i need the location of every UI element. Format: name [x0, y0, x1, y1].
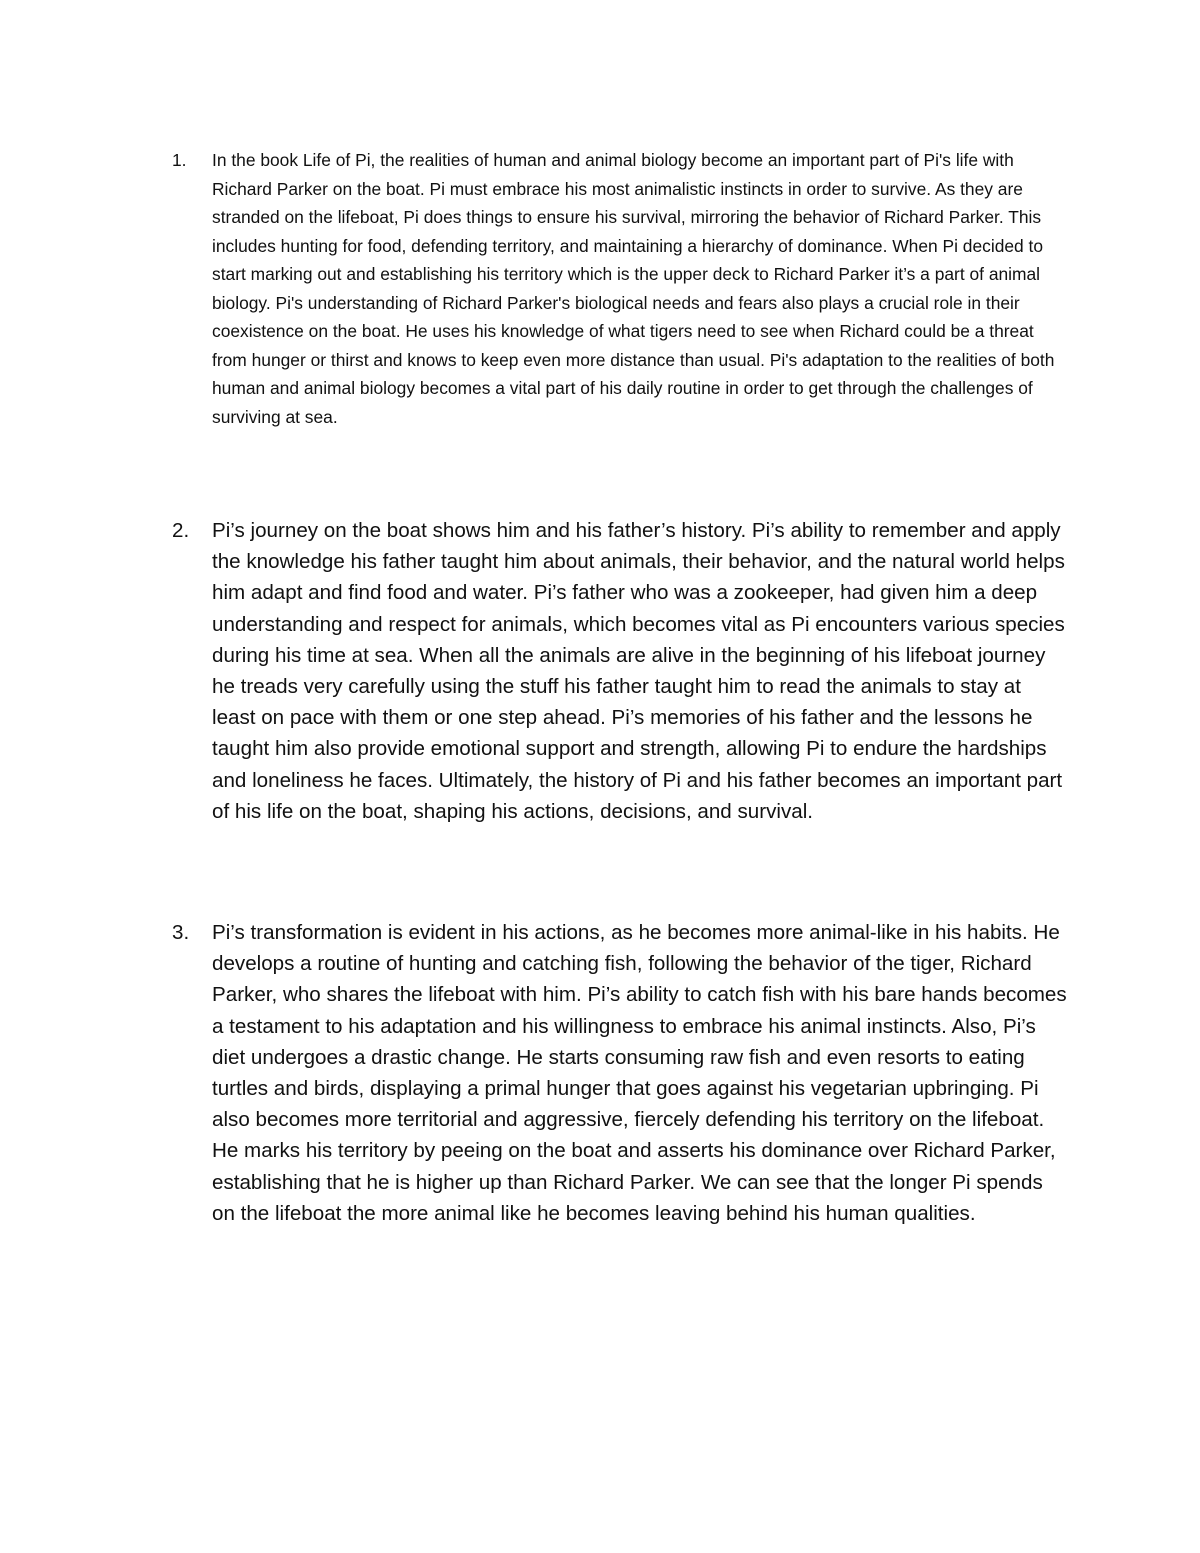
- list-item-paragraph: Pi’s journey on the boat shows him and his father’s history. Pi’s ability to remember and apply the knowledge his father taught him about animals, their behavior, and the natural world helps him adapt and find food and water. Pi’s father who was a zookeeper, had given him a deep understanding and respect for animals, which becomes vital as Pi encounters various species during his time at sea. When all the animals are alive in the beginning of his lifeboat journey he treads very carefully using the stuff his father taught him to read the animals to stay at least on pace with them or one step ahead. Pi’s memories of his father and the lessons he taught him also provide emotional support and strength, allowing Pi to endure the hardships and loneliness he faces. Ultimately, the history of Pi and his father becomes an important part of his life on the boat, shaping his actions, decisions, and survival.: [212, 519, 1065, 823]
- list-item-number: 2.: [172, 519, 190, 542]
- list-item-number: 3.: [172, 921, 190, 944]
- list-item-paragraph: In the book Life of Pi, the realities of human and animal biology become an important part of Pi's life with Richard Parker on the boat. Pi must embrace his most animalistic instincts in order to survive. As they are stranded on the lifeboat, Pi does things to ensure his survival, mirroring the behavior of Richard Parker. This includes hunting for food, defending territory, and maintaining a hierarchy of dominance. When Pi decided to start marking out and establishing his territory which is the upper deck to Richard Parker it’s a part of animal biology. Pi's understanding of Richard Parker's biological needs and fears also plays a crucial role in their coexistence on the boat. He uses his knowledge of what tigers need to see when Richard could be a threat from hunger or thirst and knows to keep even more distance than usual. Pi's adaptation to the realities of both human and animal biology becomes a vital part of his daily routine in order to get through the challenges of surviving at sea.: [212, 150, 1055, 427]
- list-item-paragraph: Pi’s transformation is evident in his actions, as he becomes more animal-like in his habits. He develops a routine of hunting and catching fish, following the behavior of the tiger, Richard Parker, who shares the lifeboat with him. Pi’s ability to catch fish with his bare hands becomes a testament to his adaptation and his willingness to embrace his animal instincts. Also, Pi’s diet undergoes a drastic change. He starts consuming raw fish and even resorts to eating turtles and birds, displaying a primal hunger that goes against his vegetarian upbringing. Pi also becomes more territorial and aggressive, fiercely defending his territory on the lifeboat. He marks his territory by peeing on the boat and asserts his dominance over Richard Parker, establishing that he is higher up than Richard Parker. We can see that the longer Pi spends on the lifeboat the more animal like he becomes leaving behind his human qualities.: [212, 921, 1067, 1225]
- list-item: [172, 515, 1067, 827]
- list-item-number: 1.: [172, 150, 187, 170]
- list-item: [172, 917, 1067, 1229]
- list-item: [172, 146, 1067, 431]
